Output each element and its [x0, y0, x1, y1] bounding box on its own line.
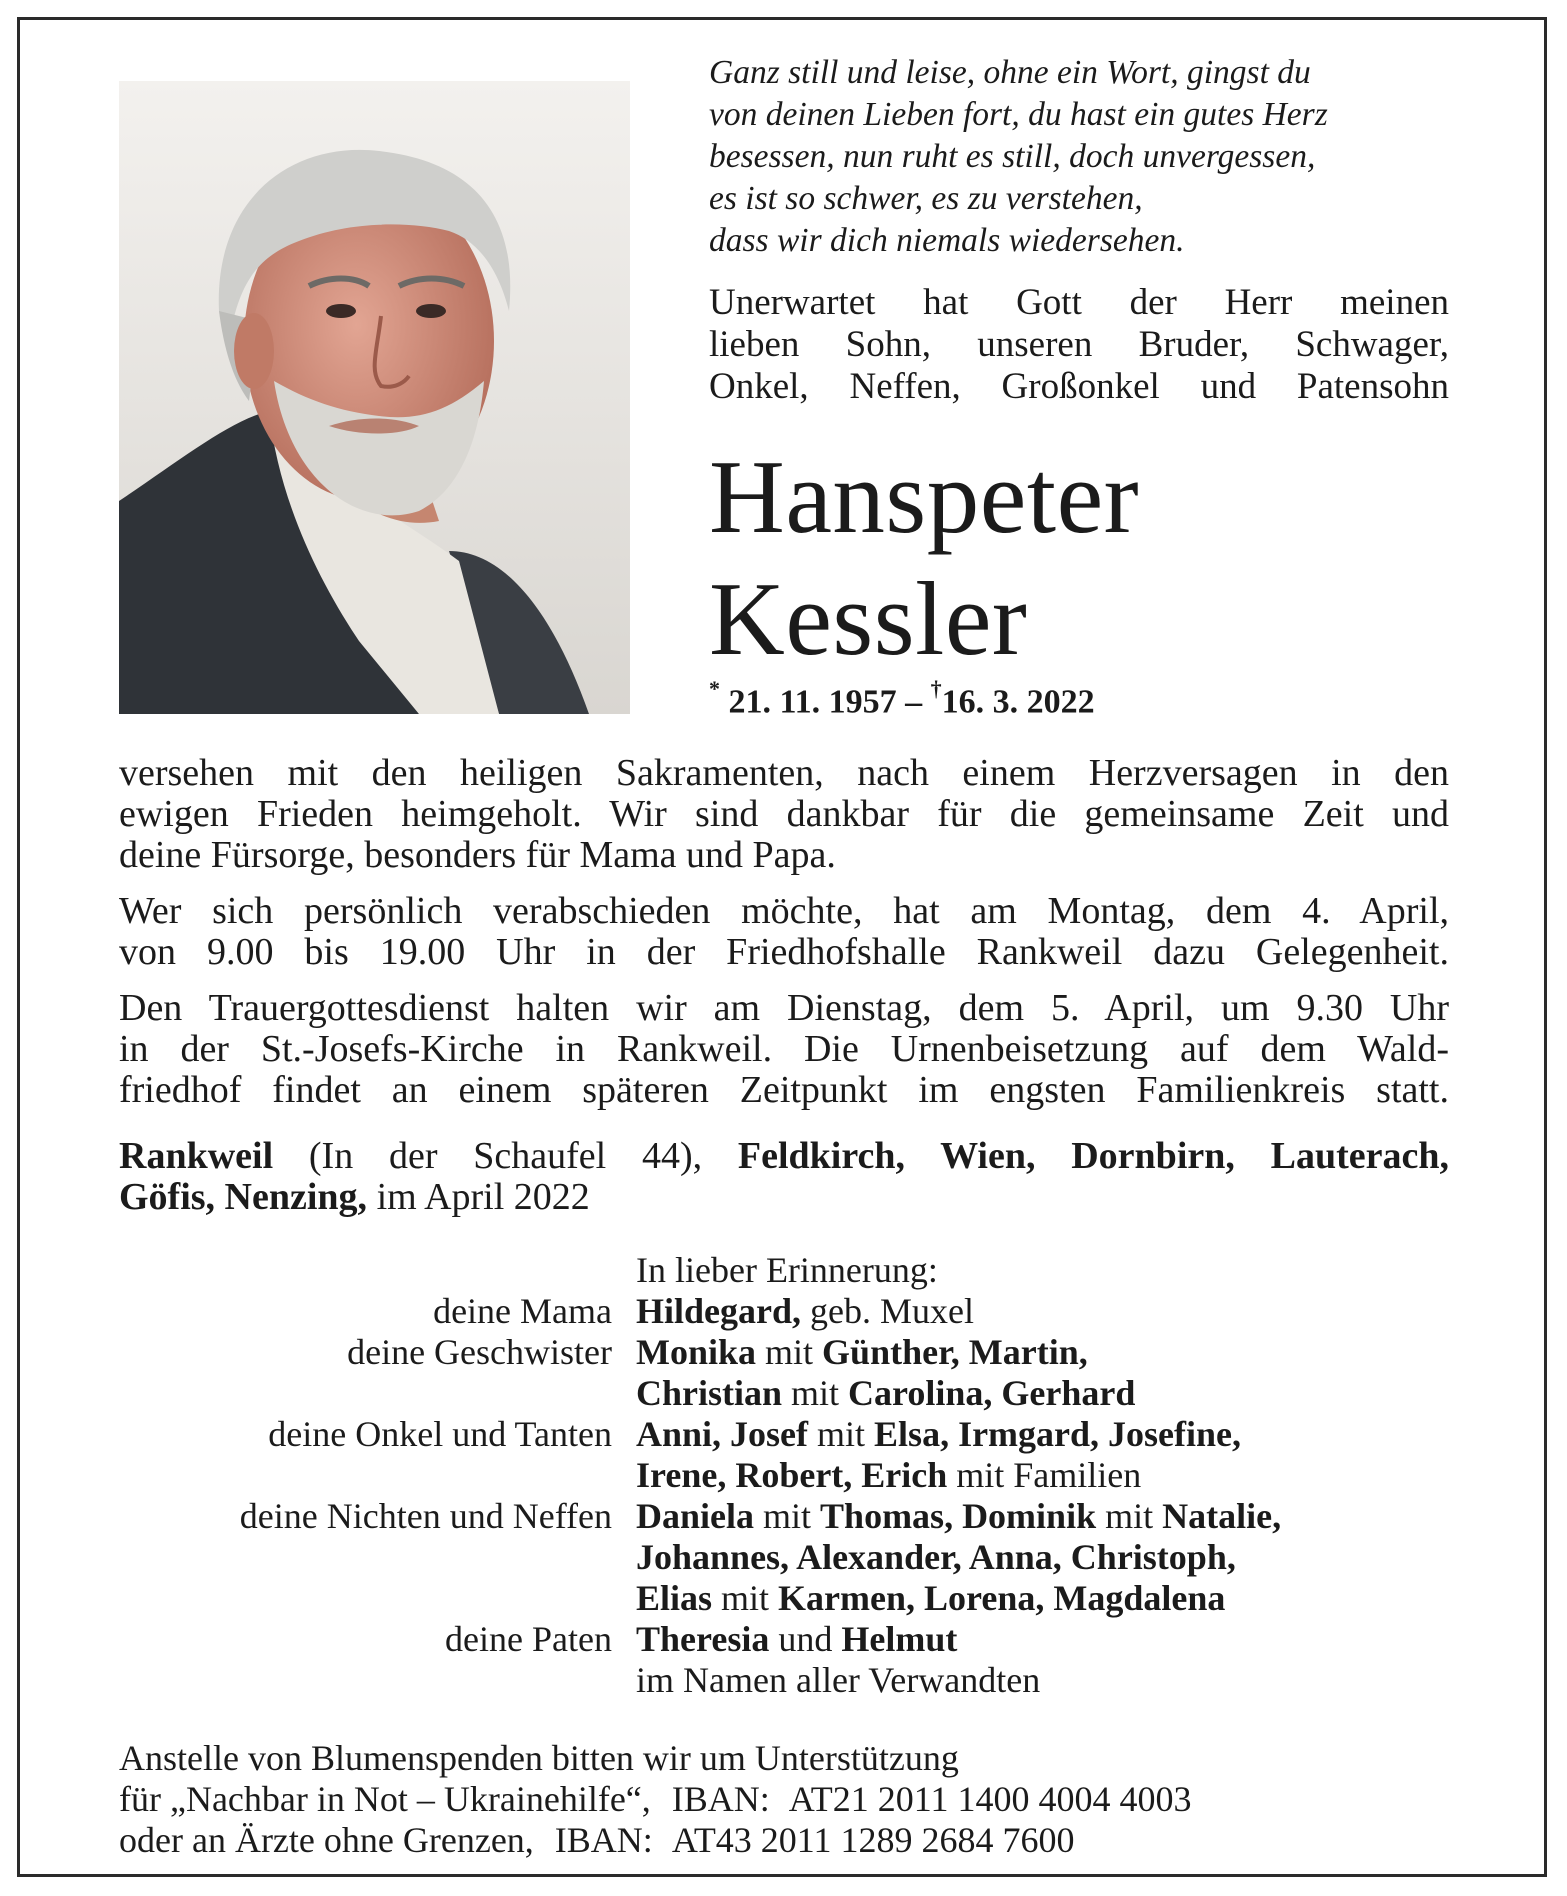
- body-line: ewigen Frieden heimgeholt. Wir sind dankbar für die gemeinsame Zeit und: [119, 793, 1449, 835]
- paragraph-sacraments: [119, 753, 1449, 876]
- family-text: mit: [765, 1332, 814, 1372]
- family-name: Monika: [636, 1332, 757, 1372]
- family-text: mit: [1105, 1496, 1154, 1536]
- body-line: versehen mit den heiligen Sakramenten, nach einem Herzversagen in den: [119, 752, 1449, 794]
- poem-line: es ist so schwer, es zu verstehen,: [709, 180, 1143, 217]
- paragraph-farewell: [119, 891, 1449, 973]
- relation-label: deine Mama: [433, 1291, 612, 1331]
- first-name: Hanspeter: [709, 438, 1140, 555]
- place-date: im April 2022: [376, 1176, 590, 1218]
- family-name: Johannes, Alexander, Anna, Christoph,: [636, 1537, 1236, 1577]
- date-separator: –: [905, 683, 923, 721]
- closing-text: im Namen aller Verwandten: [636, 1660, 1041, 1700]
- family-name: Carolina, Gerhard: [848, 1373, 1136, 1413]
- other-towns: Göfis, Nenzing,: [119, 1176, 368, 1218]
- intro-line: lieben Sohn, unseren Bruder, Schwager,: [709, 324, 1449, 365]
- body-line: deine Fürsorge, besonders für Mama und Papa.: [119, 834, 836, 876]
- last-name: Kessler: [709, 560, 1028, 677]
- poem-line: von deinen Lieben fort, du hast ein gutes Herz: [709, 96, 1328, 133]
- family-name: Elsa, Irmgard, Josefine,: [874, 1414, 1242, 1454]
- iban-label: IBAN:: [671, 1779, 770, 1819]
- family-text: mit: [791, 1373, 840, 1413]
- family-name: Thomas, Dominik: [820, 1496, 1097, 1536]
- family-name: Daniela: [636, 1496, 755, 1536]
- donation-recipient: für „Nachbar in Not – Ukrainehilfe“,: [119, 1779, 651, 1819]
- family-name: Hildegard,: [636, 1291, 802, 1331]
- donation-line: Anstelle von Blumenspenden bitten wir um Unterstützung: [119, 1738, 959, 1778]
- intro-line: Unerwartet hat Gott der Herr meinen: [709, 282, 1449, 323]
- family-text: mit: [763, 1496, 812, 1536]
- body-line: von 9.00 bis 19.00 Uhr in der Friedhofshalle Rankweil dazu Gelegenheit.: [119, 931, 1449, 973]
- body-line: friedhof findet an einem späteren Zeitpunkt im engsten Familienkreis statt.: [119, 1069, 1449, 1111]
- family-text: mit Familien: [956, 1455, 1142, 1495]
- family-text: geb. Muxel: [810, 1291, 974, 1331]
- deceased-name: [709, 436, 1139, 680]
- iban-label: IBAN:: [554, 1820, 653, 1860]
- places-line: [119, 1136, 1449, 1218]
- town: Rankweil: [119, 1135, 274, 1177]
- paragraph-service: [119, 988, 1449, 1111]
- poem-line: besessen, nun ruht es still, doch unvergessen,: [709, 138, 1316, 175]
- memory-heading: In lieber Erinnerung:: [636, 1250, 938, 1290]
- death-symbol: †: [930, 676, 942, 701]
- family-name: Anni, Josef: [636, 1414, 809, 1454]
- family-name: Helmut: [841, 1619, 958, 1659]
- poem-line: dass wir dich niemals wiedersehen.: [709, 222, 1185, 259]
- relation-label: deine Paten: [445, 1619, 612, 1659]
- family-name: Günther, Martin,: [822, 1332, 1088, 1372]
- body-line: in der St.-Josefs-Kirche in Rankweil. Die Urnenbeisetzung auf dem Wald-: [119, 1028, 1449, 1070]
- family-text: mit: [817, 1414, 866, 1454]
- intro-text: [709, 282, 1449, 408]
- family-name: Karmen, Lorena, Magdalena: [778, 1578, 1226, 1618]
- death-date: 16. 3. 2022: [941, 683, 1095, 721]
- family-name: Irene, Robert, Erich: [636, 1455, 948, 1495]
- family-name: Natalie,: [1162, 1496, 1282, 1536]
- donation-recipient: oder an Ärzte ohne Grenzen,: [119, 1820, 534, 1860]
- family-name: Elias: [636, 1578, 713, 1618]
- family-text: mit: [721, 1578, 770, 1618]
- body-line: Wer sich persönlich verabschieden möchte, hat am Montag, dem 4. April,: [119, 890, 1449, 932]
- relation-label: deine Nichten und Neffen: [239, 1496, 612, 1536]
- body-line: Den Trauergottesdienst halten wir am Dienstag, dem 5. April, um 9.30 Uhr: [119, 987, 1449, 1029]
- poem: [709, 52, 1469, 262]
- donation-request: [119, 1738, 1191, 1861]
- family-name: Theresia: [636, 1619, 770, 1659]
- iban-value: AT21 2011 1400 4004 4003: [788, 1779, 1192, 1819]
- address: (In der Schaufel 44),: [308, 1135, 703, 1177]
- intro-line: Onkel, Neffen, Großonkel und Patensohn: [709, 366, 1449, 407]
- relation-label: deine Onkel und Tanten: [268, 1414, 612, 1454]
- other-towns: Feldkirch, Wien, Dornbirn, Lauterach,: [737, 1135, 1450, 1177]
- iban-value: AT43 2011 1289 2684 7600: [671, 1820, 1075, 1860]
- relation-label: deine Geschwister: [347, 1332, 612, 1372]
- poem-line: Ganz still und leise, ohne ein Wort, gingst du: [709, 54, 1311, 91]
- birth-symbol: *: [709, 676, 720, 701]
- life-dates: [709, 676, 1095, 721]
- family-text: und: [778, 1619, 833, 1659]
- birth-date: 21. 11. 1957: [728, 683, 897, 721]
- portrait-photo: [119, 81, 630, 714]
- family-name: Christian: [636, 1373, 783, 1413]
